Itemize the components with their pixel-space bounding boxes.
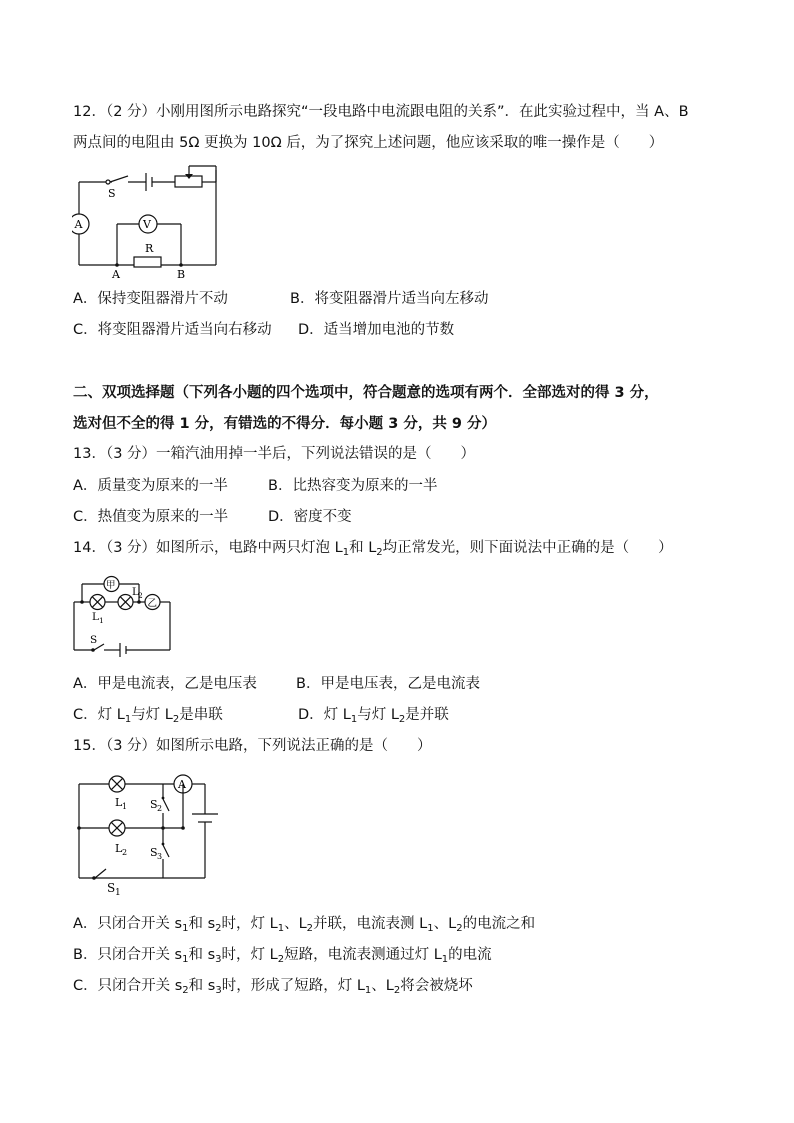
sub-2: 2 <box>215 923 222 934</box>
q12-voltmeter-label: V <box>143 218 151 231</box>
q13-option-c: C．热值变为原来的一半 <box>73 509 229 525</box>
q14-meter1-label: 甲 <box>106 580 116 591</box>
q14-option-d-mid: 与灯 L <box>357 707 399 723</box>
q14-option-c-mid: 与灯 L <box>131 707 173 723</box>
q14-option-c-pre: C．灯 L <box>73 707 125 723</box>
q14-option-d-post: 是并联 <box>405 707 449 723</box>
q12-point-a-label: A <box>112 268 120 280</box>
q15-option-c-part4: 、L <box>371 978 394 994</box>
q15-s2-label: S <box>150 798 158 811</box>
q15-option-c-part3: 时，形成了短路，灯 L <box>221 978 365 994</box>
q15-s1-label: S <box>107 881 116 895</box>
sub-1: 1 <box>350 714 358 725</box>
q15-option-b-part2: 和 s <box>188 947 216 963</box>
q15-s1-sub: 1 <box>115 888 121 898</box>
q15-option-b-part4: 短路，电流表测通过灯 L <box>284 947 442 963</box>
q15-option-b-part5: 的电流 <box>448 947 492 963</box>
q14-option-c <box>73 705 223 725</box>
q12-option-b: B．将变阻器滑片适当向左移动 <box>290 291 489 307</box>
sub-1: 1 <box>277 923 285 934</box>
q14-lamp1-sub: 1 <box>99 616 104 625</box>
q13-option-b: B．比热容变为原来的一半 <box>268 478 438 494</box>
q13-option-a: A．质量变为原来的一半 <box>73 478 228 494</box>
sub-1: 1 <box>182 923 189 934</box>
q15-lamp1-label: L <box>115 796 123 809</box>
q14-option-b: B．甲是电压表，乙是电流表 <box>296 676 480 692</box>
q15-option-a-part6: 、L <box>433 916 457 932</box>
q12-circuit-figure <box>72 162 222 280</box>
q15-option-a-part2: 和 s <box>188 916 216 932</box>
sub-2: 2 <box>398 714 406 725</box>
q13-option-d: D．密度不变 <box>268 509 352 525</box>
sub-3: 3 <box>215 985 222 996</box>
q15-option-a <box>73 914 535 934</box>
q14-lamp2-label: L <box>132 586 139 598</box>
q15-lamp1-sub: 1 <box>122 802 128 811</box>
q15-option-a-part7: 的电流之和 <box>462 916 536 932</box>
q12-ammeter-label: A <box>74 218 83 231</box>
q15-option-c-part1: C．只闭合开关 s <box>73 978 183 994</box>
q14-option-c-post: 是串联 <box>179 707 223 723</box>
sub-1: 1 <box>364 985 372 996</box>
q12-stem-line1: 12．（2 分）小刚用图所示电路探究“一段电路中电流跟电阻的关系”．在此实验过程中，当 A、B <box>73 104 689 120</box>
q15-lamp2-label: L <box>115 842 123 855</box>
sub-2: 2 <box>172 714 180 725</box>
q12-option-a: A．保持变阻器滑片不动 <box>73 291 228 307</box>
q15-option-a-part1: A．只闭合开关 s <box>73 916 183 932</box>
sub-2: 2 <box>393 985 401 996</box>
q14-meter2-label: 乙 <box>147 598 158 609</box>
q15-option-b-part1: B．只闭合开关 s <box>73 947 183 963</box>
q15-option-a-part4: 、L <box>284 916 307 932</box>
sub-2: 2 <box>456 923 463 934</box>
q15-stem: 15．（3 分）如图所示电路，下列说法正确的是（ ） <box>73 738 432 754</box>
q12-option-d: D．适当增加电池的节数 <box>298 322 455 338</box>
sub-1: 1 <box>427 923 434 934</box>
q12-switch-label: S <box>108 187 116 200</box>
q14-stem-pre: 14．（3 分）如图所示，电路中两只灯泡 L <box>73 540 343 556</box>
q15-option-c-part2: 和 s <box>188 978 216 994</box>
q15-option-b-part3: 时，灯 L <box>221 947 278 963</box>
q15-option-c <box>73 976 473 996</box>
q14-option-a: A．甲是电流表，乙是电压表 <box>73 676 257 692</box>
q15-option-c-part5: 将会被烧坏 <box>400 978 473 994</box>
q15-ammeter-label: A <box>178 778 186 791</box>
section2-title-line2: 选对但不全的得 1 分，有错选的不得分．每小题 3 分，共 9 分） <box>73 416 497 432</box>
sub-1: 1 <box>182 954 189 965</box>
q14-stem <box>73 538 673 558</box>
q15-option-a-part3: 时，灯 L <box>221 916 278 932</box>
q14-lamp1-label: L <box>92 611 99 623</box>
q12-stem-line2: 两点间的电阻由 5Ω 更换为 10Ω 后，为了探究上述问题，他应该采取的唯一操作是（ ） <box>73 135 664 151</box>
q15-s3-sub: 3 <box>157 852 163 861</box>
sub-2: 2 <box>182 985 189 996</box>
q12-resistor-label: R <box>145 242 154 255</box>
sub-2: 2 <box>306 923 314 934</box>
q14-option-d-pre: D．灯 L <box>298 707 351 723</box>
sub-2: 2 <box>376 547 383 558</box>
q15-s3-label: S <box>150 846 158 859</box>
q13-stem: 13．（3 分）一箱汽油用掉一半后，下列说法错误的是（ ） <box>73 446 476 462</box>
q15-option-a-part5: 并联，电流表测 L <box>313 916 428 932</box>
q14-lamp2-sub: 2 <box>138 591 143 600</box>
q14-stem-post: 均正常发光，则下面说法中正确的是（ ） <box>382 540 673 556</box>
sub-3: 3 <box>215 954 222 965</box>
q14-circuit-figure <box>70 570 175 662</box>
q15-circuit-figure <box>71 770 221 898</box>
q14-switch-label: S <box>90 634 98 646</box>
section2-title-line1: 二、双项选择题（下列各小题的四个选项中，符合题意的选项有两个．全部选对的得 3 分， <box>73 385 659 401</box>
sub-2: 2 <box>277 954 285 965</box>
q12-point-b-label: B <box>177 268 186 280</box>
sub-1: 1 <box>441 954 449 965</box>
q12-option-c: C．将变阻器滑片适当向右移动 <box>73 322 272 338</box>
q15-lamp2-sub: 2 <box>122 848 128 857</box>
q15-s2-sub: 2 <box>157 804 163 813</box>
q15-option-b <box>73 945 492 965</box>
sub-1: 1 <box>342 547 350 558</box>
q14-option-d <box>298 705 449 725</box>
sub-1: 1 <box>124 714 132 725</box>
q14-stem-mid: 和 L <box>349 540 377 556</box>
